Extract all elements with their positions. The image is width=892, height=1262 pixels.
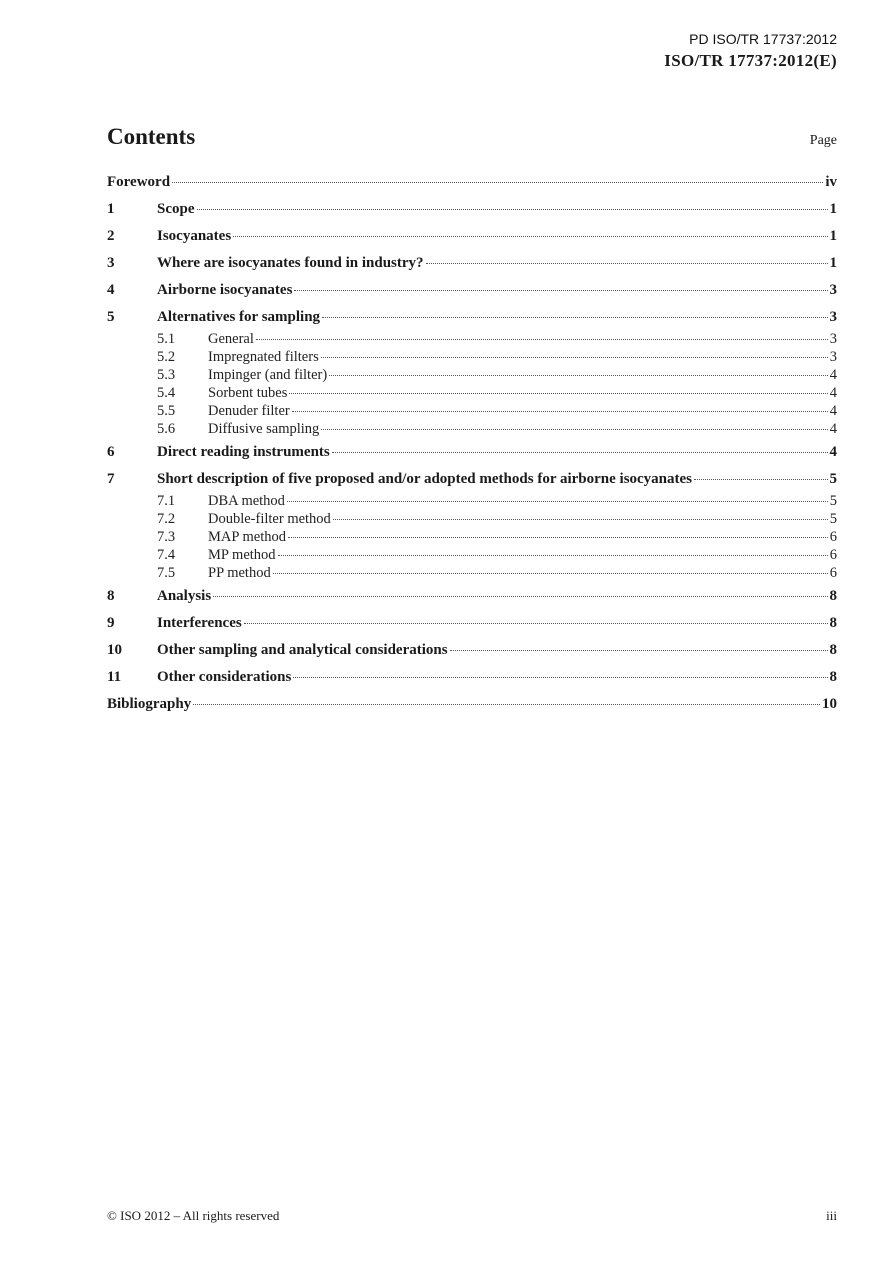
toc-entry-label: MP method (208, 547, 276, 563)
toc-entry-number: 7.2 (157, 511, 176, 527)
toc-entry-label: DBA method (208, 493, 285, 509)
toc-entry[interactable] (107, 309, 837, 331)
toc-entry[interactable] (107, 642, 837, 664)
toc-entry-page: 1 (829, 255, 837, 271)
toc-entry[interactable] (107, 615, 837, 637)
toc-entry-page: 5 (829, 471, 837, 487)
toc-entry-label: Isocyanates (157, 228, 232, 244)
dot-leader (233, 236, 827, 237)
pd-reference: PD ISO/TR 17737:2012 (689, 31, 837, 47)
dot-leader (273, 573, 828, 574)
toc-entry-label: Impinger (and filter) (208, 367, 328, 383)
toc-entry-number: 6 (107, 444, 115, 460)
toc-entry-label: Foreword (107, 174, 171, 190)
toc-entry-number: 5 (107, 309, 115, 325)
dot-leader (256, 339, 828, 340)
toc-entry[interactable] (107, 696, 837, 718)
dot-leader (322, 317, 827, 318)
toc-entry-label: Scope (157, 201, 195, 217)
toc-entry-number: 5.3 (157, 367, 176, 383)
toc-entry-page: 3 (829, 309, 837, 325)
toc-entry-label: Other sampling and analytical considerations (157, 642, 448, 658)
toc-entry-page: 6 (829, 529, 837, 545)
toc-entry-label: Impregnated filters (208, 349, 319, 365)
toc-entry[interactable] (107, 421, 837, 439)
toc-entry[interactable] (107, 228, 837, 250)
toc-entry-page: 4 (829, 444, 837, 460)
toc-entry-label: Sorbent tubes (208, 385, 288, 401)
toc-entry[interactable] (107, 255, 837, 277)
toc-entry-page: 8 (829, 588, 837, 604)
toc-entry-page: 8 (829, 615, 837, 631)
toc-entry-label: Double-filter method (208, 511, 331, 527)
toc-entry-label: Diffusive sampling (208, 421, 320, 437)
toc-entry[interactable] (107, 201, 837, 223)
toc-entry[interactable] (107, 282, 837, 304)
toc-entry-page: 3 (829, 282, 837, 298)
toc-entry-number: 9 (107, 615, 115, 631)
dot-leader (197, 209, 828, 210)
dot-leader (213, 596, 827, 597)
toc-entry[interactable] (107, 547, 837, 565)
toc-entry-number: 3 (107, 255, 115, 271)
toc-entry[interactable] (107, 669, 837, 691)
toc-entry-label: General (208, 331, 254, 347)
toc-entry-page: 8 (829, 669, 837, 685)
dot-leader (293, 677, 827, 678)
toc-entry-label: Analysis (157, 588, 212, 604)
toc-entry[interactable] (107, 444, 837, 466)
toc-entry[interactable] (107, 588, 837, 610)
toc-entry-label: Airborne isocyanates (157, 282, 293, 298)
dot-leader (333, 519, 828, 520)
standard-reference: ISO/TR 17737:2012(E) (664, 51, 837, 70)
toc-entry-number: 5.1 (157, 331, 176, 347)
dot-leader (694, 479, 827, 480)
page-column-label: Page (809, 133, 837, 148)
toc-entry[interactable] (107, 565, 837, 583)
toc-entry-number: 7.1 (157, 493, 176, 509)
toc-entry-page: 6 (829, 565, 837, 581)
toc-entry[interactable] (107, 493, 837, 511)
toc-entry-page: 5 (829, 511, 837, 527)
dot-leader (426, 263, 828, 264)
toc-entry[interactable] (107, 511, 837, 529)
page-number: iii (826, 1208, 837, 1223)
toc-entry-page: 4 (829, 421, 837, 437)
toc-entry-page: 5 (829, 493, 837, 509)
toc-entry-number: 7 (107, 471, 115, 487)
toc-entry-number: 5.5 (157, 403, 176, 419)
toc-entry-label: Alternatives for sampling (157, 309, 321, 325)
dot-leader (321, 357, 828, 358)
toc-entry[interactable] (107, 385, 837, 403)
toc-entry-number: 7.5 (157, 565, 176, 581)
copyright-notice: © ISO 2012 – All rights reserved (107, 1208, 280, 1223)
toc-entry-label: Where are isocyanates found in industry? (157, 255, 424, 271)
toc-entry-number: 5.2 (157, 349, 176, 365)
toc-entry-label: PP method (208, 565, 271, 581)
toc-entry-number: 1 (107, 201, 115, 217)
toc-entry-number: 8 (107, 588, 115, 604)
toc-entry[interactable] (107, 349, 837, 367)
dot-leader (287, 501, 828, 502)
toc-entry-number: 2 (107, 228, 115, 244)
table-of-contents (107, 174, 837, 718)
toc-entry[interactable] (107, 403, 837, 421)
dot-leader (193, 704, 820, 705)
toc-entry-number: 10 (107, 642, 122, 658)
toc-entry-page: 8 (829, 642, 837, 658)
toc-entry-label: Interferences (157, 615, 242, 631)
toc-entry-label: Denuder filter (208, 403, 290, 419)
toc-entry[interactable] (107, 471, 837, 493)
toc-entry-page: 4 (829, 385, 837, 401)
toc-entry[interactable] (107, 331, 837, 349)
dot-leader (321, 429, 827, 430)
dot-leader (329, 375, 828, 376)
toc-entry-label: Bibliography (107, 696, 192, 712)
toc-entry-page: 10 (822, 696, 837, 712)
toc-entry-label: Other considerations (157, 669, 292, 685)
toc-entry-label: Direct reading instruments (157, 444, 330, 460)
dot-leader (278, 555, 828, 556)
dot-leader (289, 393, 827, 394)
toc-entry-page: 3 (829, 349, 837, 365)
dot-leader (332, 452, 828, 453)
toc-entry[interactable] (107, 174, 837, 196)
toc-entry-page: 1 (829, 201, 837, 217)
dot-leader (292, 411, 828, 412)
toc-entry-page: 1 (829, 228, 837, 244)
toc-entry-number: 4 (107, 282, 115, 298)
toc-entry-number: 7.4 (157, 547, 176, 563)
toc-entry-page: 4 (829, 367, 837, 383)
toc-entry-page: 6 (829, 547, 837, 563)
contents-title: Contents (107, 124, 196, 149)
toc-entry-page: 3 (829, 331, 837, 347)
toc-entry[interactable] (107, 529, 837, 547)
toc-entry-label: MAP method (208, 529, 287, 545)
dot-leader (294, 290, 827, 291)
toc-entry-number: 5.6 (157, 421, 176, 437)
dot-leader (244, 623, 828, 624)
toc-entry-page: 4 (829, 403, 837, 419)
toc-entry-label: Short description of five proposed and/or adopted methods for airborne isocyanates (157, 471, 693, 487)
toc-entry-page: iv (825, 174, 837, 190)
toc-entry-number: 11 (107, 669, 122, 685)
dot-leader (288, 537, 828, 538)
dot-leader (172, 182, 823, 183)
toc-entry-number: 7.3 (157, 529, 176, 545)
toc-entry[interactable] (107, 367, 837, 385)
dot-leader (450, 650, 828, 651)
toc-entry-number: 5.4 (157, 385, 176, 401)
